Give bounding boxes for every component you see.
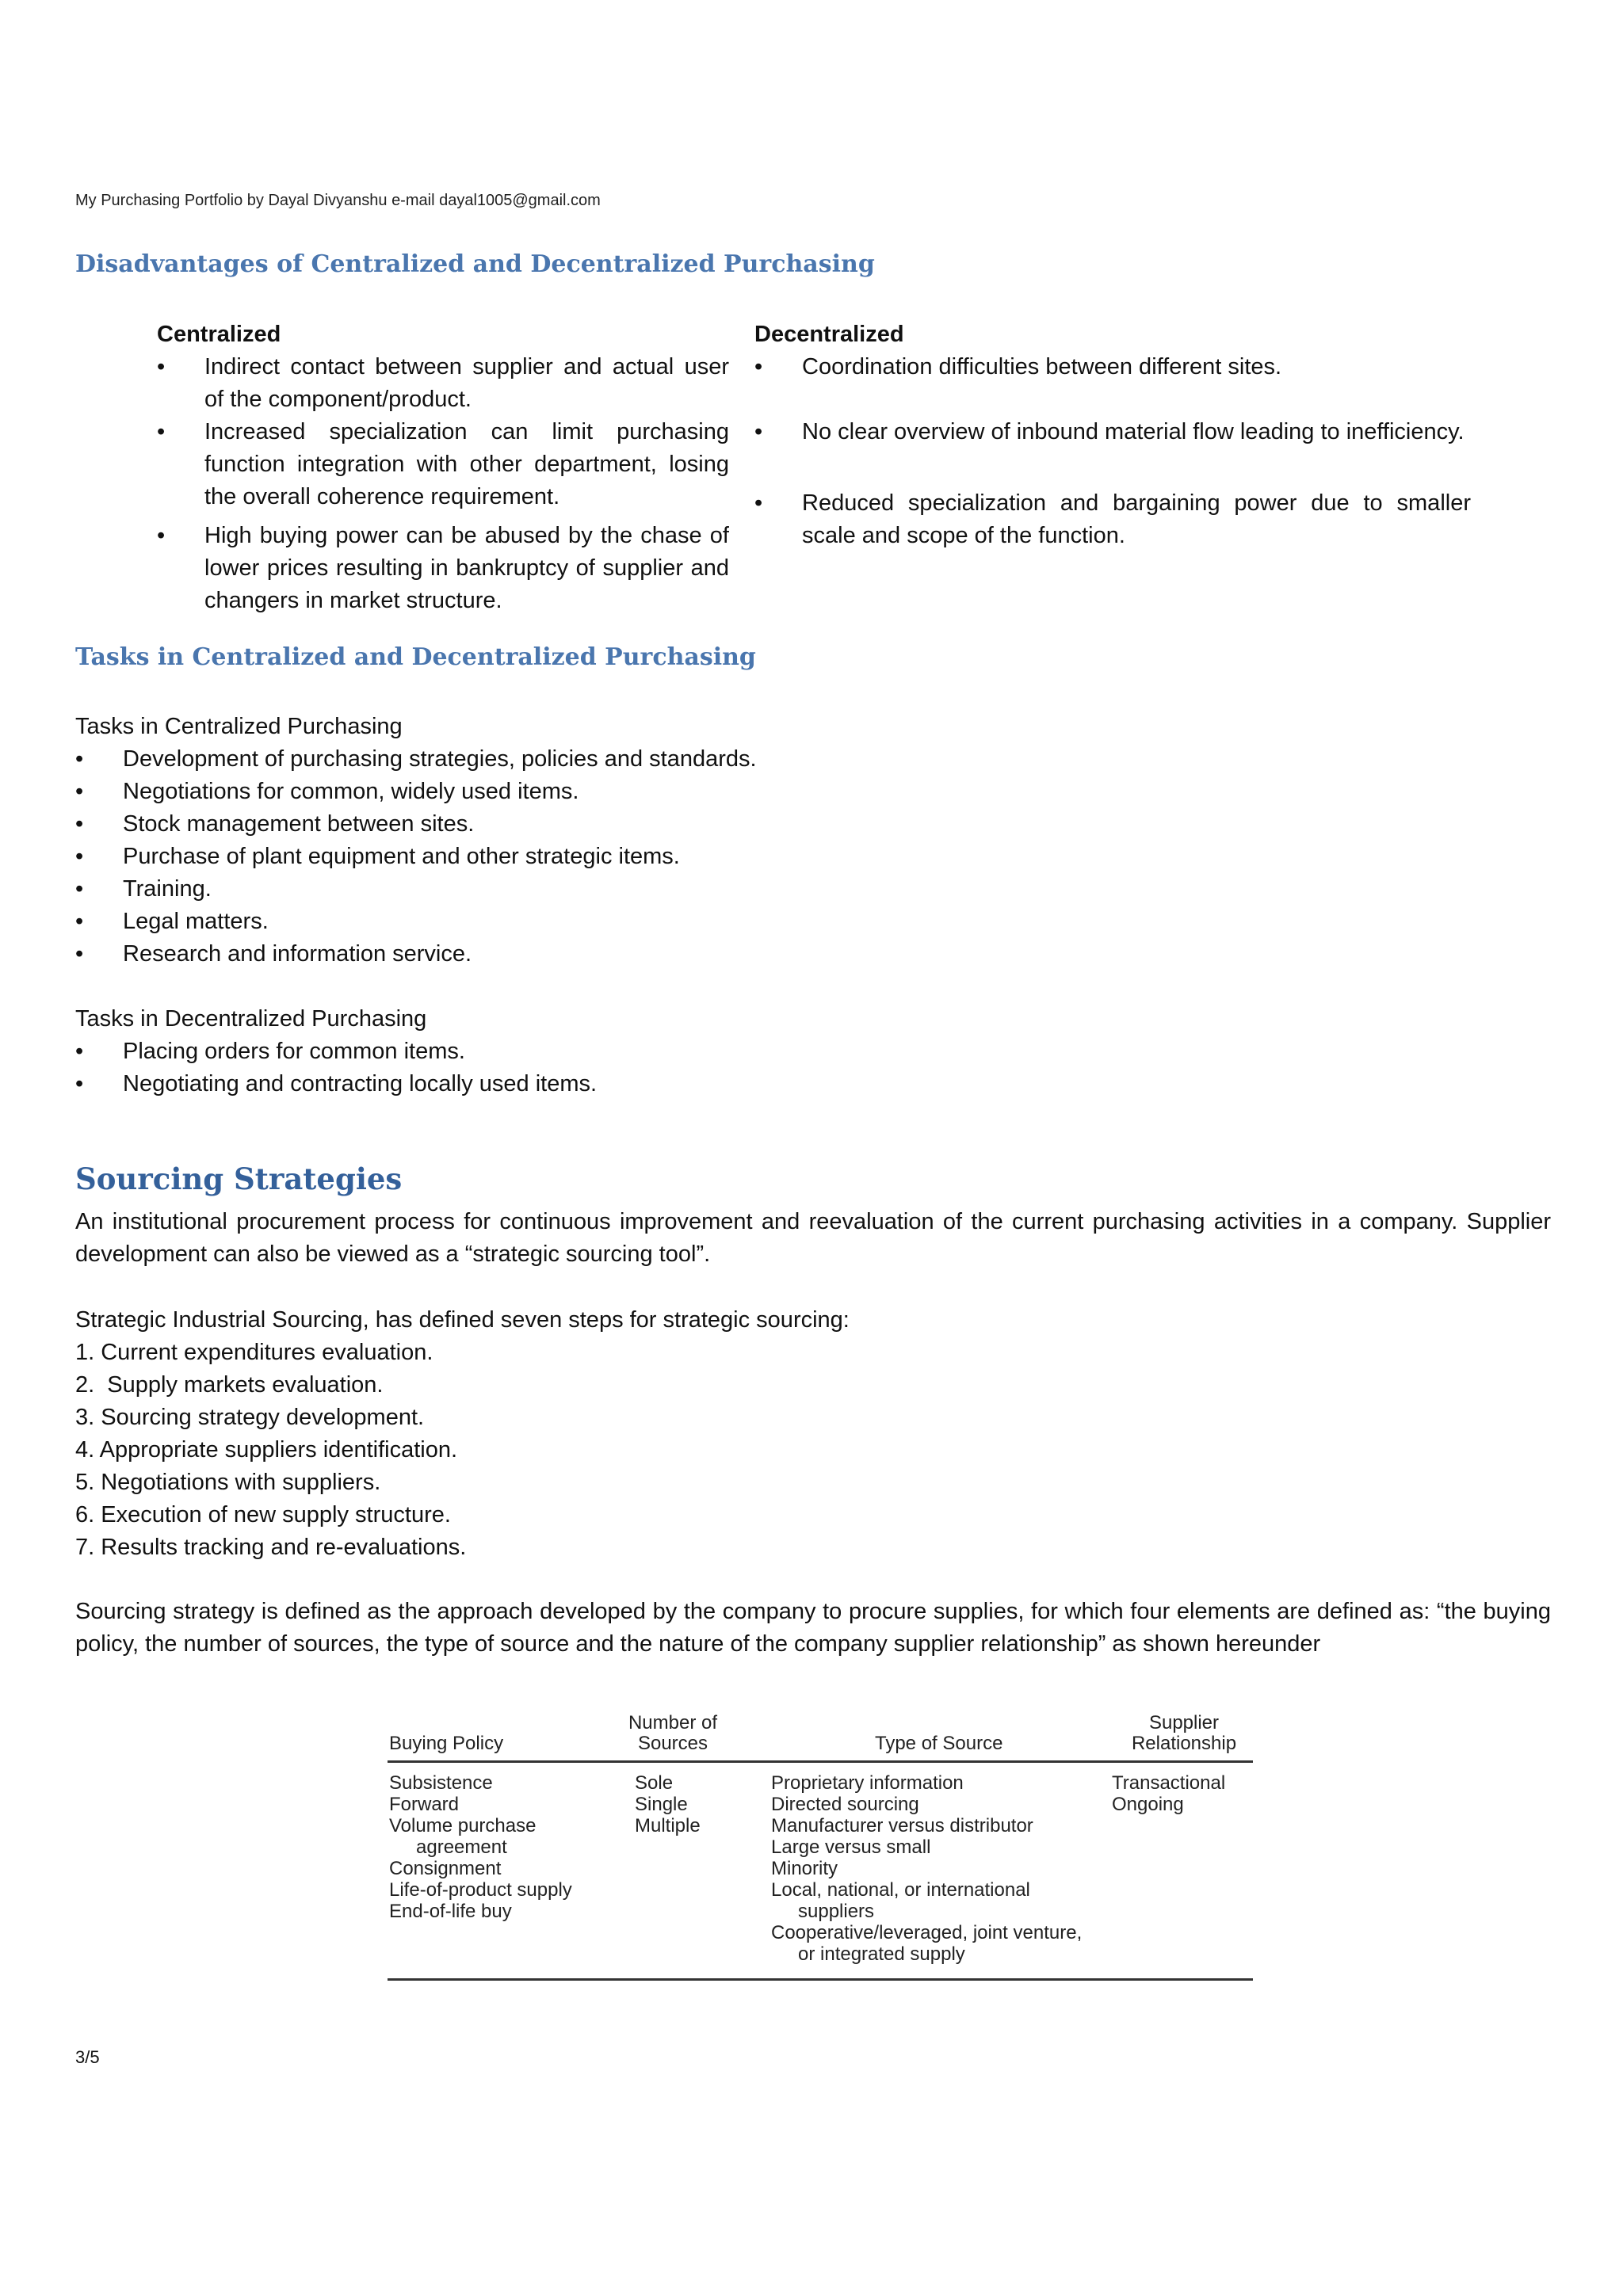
sourcing-title: Sourcing Strategies (75, 1161, 403, 1196)
table-cell: Cooperative/leveraged, joint venture, (771, 1922, 1083, 1943)
list-item: • Stock management between sites. (75, 808, 1551, 841)
sourcing-steps-section (75, 1304, 1551, 1564)
list-item: • Reduced specialization and bargaining power due to smaller scale and scope of the function. (754, 487, 1471, 552)
table-cell: Ongoing (1112, 1794, 1184, 1815)
table-cell: Minority (771, 1858, 838, 1879)
list-item: • Indirect contact between supplier and actual user of the component/product. (157, 351, 729, 416)
list-item: • Increased specialization can limit purchasing function integration with other department, losing the overall coherence requirement. (157, 416, 729, 513)
table-cell: Subsistence (389, 1772, 493, 1794)
table-cell: or integrated supply (798, 1943, 965, 1965)
bullet-icon: • (157, 354, 166, 379)
bullet-icon: • (157, 523, 166, 548)
decentralized-tasks-section (75, 1003, 1551, 1100)
centralized-heading: Centralized (157, 322, 281, 347)
bullet-icon: • (754, 419, 763, 444)
tasks-title: Tasks in Centralized and Decentralized Purchasing (75, 643, 756, 671)
table-cell: Life-of-product supply (389, 1879, 572, 1901)
header-number-of-sources: Number of Sources (628, 1712, 718, 1754)
bullet-icon: • (75, 1039, 84, 1064)
table-cell: Directed sourcing (771, 1794, 919, 1815)
list-item: • Placing orders for common items. (75, 1035, 1551, 1068)
list-item: • Negotiating and contracting locally used items. (75, 1068, 1551, 1100)
number-of-sources-column (635, 1772, 701, 1836)
bullet-icon: • (157, 419, 166, 444)
bullet-icon: • (75, 844, 84, 869)
page-number: 3/5 (75, 2047, 100, 2067)
bullet-icon: • (754, 354, 763, 379)
decentralized-heading: Decentralized (754, 322, 904, 347)
bullet-icon: • (754, 490, 763, 516)
table-cell: Consignment (389, 1858, 502, 1879)
table-cell: Forward (389, 1794, 460, 1815)
decentralized-column (754, 318, 1471, 552)
list-item: • No clear overview of inbound material flow leading to inefficiency. (754, 416, 1471, 448)
step-item: 4. Appropriate suppliers identification. (75, 1437, 458, 1463)
table-cell: End-of-life buy (389, 1901, 512, 1922)
table-header (388, 1711, 1253, 1763)
centralized-column (157, 318, 729, 617)
disadvantages-title: Disadvantages of Centralized and Decentralized Purchasing (75, 250, 875, 278)
bullet-icon: • (75, 1071, 84, 1097)
list-item: • Negotiations for common, widely used items. (75, 776, 1551, 808)
sourcing-strategy-table (388, 1711, 1253, 1981)
table-cell: Sole (635, 1772, 674, 1794)
supplier-relationship-column (1112, 1772, 1225, 1815)
bullet-icon: • (75, 746, 84, 772)
centralized-tasks-heading: Tasks in Centralized Purchasing (75, 714, 403, 739)
table-cell: suppliers (798, 1901, 875, 1922)
bullet-icon: • (75, 876, 84, 902)
table-cell: Large versus small (771, 1836, 931, 1858)
table-cell: Proprietary information (771, 1772, 964, 1794)
table-cell: Single (635, 1794, 688, 1815)
header-buying-policy: Buying Policy (389, 1733, 504, 1754)
table-cell: Volume purchase (389, 1815, 537, 1836)
decentralized-tasks-heading: Tasks in Decentralized Purchasing (75, 1006, 427, 1032)
step-item: 6. Execution of new supply structure. (75, 1502, 451, 1527)
list-item: • Development of purchasing strategies, policies and standards. (75, 743, 1551, 776)
list-item: • Training. (75, 873, 1551, 906)
step-item: 5. Negotiations with suppliers. (75, 1470, 381, 1495)
bullet-icon: • (75, 941, 84, 967)
buying-policy-column (389, 1772, 572, 1922)
table-cell: agreement (416, 1836, 507, 1858)
header-type-of-source: Type of Source (875, 1733, 1003, 1754)
centralized-tasks-section (75, 711, 1551, 971)
bullet-icon: • (75, 909, 84, 934)
type-of-source-column (771, 1772, 1082, 1965)
page-header: My Purchasing Portfolio by Dayal Divyanshu e-mail dayal1005@gmail.com (75, 192, 601, 209)
list-item: • Purchase of plant equipment and other strategic items. (75, 841, 1551, 873)
step-item: 1. Current expenditures evaluation. (75, 1340, 433, 1365)
list-item: • Legal matters. (75, 906, 1551, 938)
table-cell: Local, national, or international (771, 1879, 1030, 1901)
step-item: 7. Results tracking and re-evaluations. (75, 1535, 467, 1560)
table-cell: Multiple (635, 1815, 701, 1836)
header-supplier-relationship: Supplier Relationship (1131, 1712, 1237, 1754)
list-item: • Research and information service. (75, 938, 1551, 971)
sourcing-intro: An institutional procurement process for continuous improvement and reevaluation of the current purchasing activities in a company. Supplier development can also be viewed as a “strategic sourcing tool”. (75, 1209, 1551, 1267)
list-item: • Coordination difficulties between different sites. (754, 351, 1471, 383)
step-item: 2. Supply markets evaluation. (75, 1372, 384, 1398)
table-cell: Manufacturer versus distributor (771, 1815, 1033, 1836)
sourcing-definition: Sourcing strategy is defined as the approach developed by the company to procure supplies, for which four elements are defined as: “the buying policy, the number of sources, the type of source and the nature of the company supplier relationship” as shown hereunder (75, 1599, 1551, 1657)
bullet-icon: • (75, 811, 84, 837)
table-cell: Transactional (1112, 1772, 1226, 1794)
list-item: • High buying power can be abused by the chase of lower prices resulting in bankruptcy of supplier and changers in market structure. (157, 520, 729, 617)
table-body (388, 1772, 1253, 1981)
steps-intro: Strategic Industrial Sourcing, has defined seven steps for strategic sourcing: (75, 1307, 850, 1333)
step-item: 3. Sourcing strategy development. (75, 1405, 425, 1430)
bullet-icon: • (75, 779, 84, 804)
